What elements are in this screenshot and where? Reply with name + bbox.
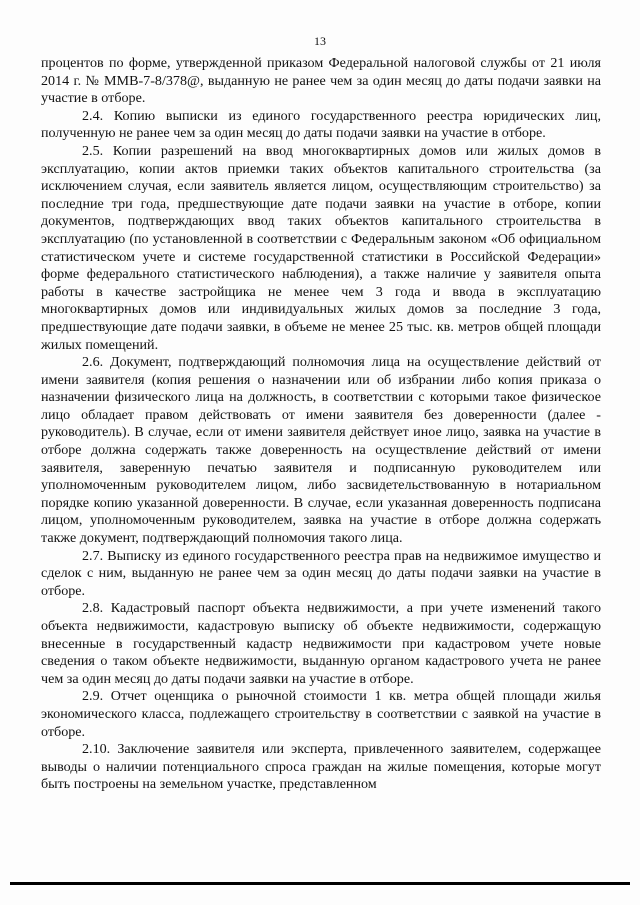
bottom-rule <box>10 882 630 885</box>
paragraph-2-4: 2.4. Копию выписки из единого государственного реестра юридических лиц, полученную не ранее чем за один месяц до даты подачи заявки на участие в отборе. <box>41 107 601 142</box>
paragraph-2-9: 2.9. Отчет оценщика о рыночной стоимости 1 кв. метра общей площади жилья экономического класса, подлежащего строительству в соответствии с заявкой на участие в отборе. <box>41 688 601 740</box>
paragraph-2-6: 2.6. Документ, подтверждающий полномочия лица на осуществление действий от имени заявителя (копия решения о назначении или об избрании либо копия приказа о назначении физического лица на должность, в соответствии с которыми такое физическое лицо обладает правом действовать от имени заявителя без доверенности (далее - руководитель). В случае, если от имени заявителя действует иное лицо, заявка на участие в отборе должна содержать также доверенность на осуществление действий от имени заявителя, заверенную печатью заявителя и подписанную руководителем или уполномоченным руководителем лицом, либо засвидетельствованную в нотариальном порядке копию указанной доверенности. В случае, если указанная доверенность подписана лицом, уполномоченным руководителем, заявка на участие в отборе должна содержать также документ, подтверждающий полномочия такого лица. <box>41 354 601 547</box>
page-number: 13 <box>314 34 326 48</box>
paragraph-2-10: 2.10. Заключение заявителя или эксперта, привлеченного заявителем, содержащее выводы о наличии потенциального спроса граждан на жилые помещения, которые могут быть построены на земельном участке, представленном <box>41 741 601 793</box>
paragraph-2-7: 2.7. Выписку из единого государственного реестра прав на недвижимое имущество и сделок с ним, выданную не ранее чем за один месяц до даты подачи заявки на участие в отборе. <box>41 547 601 599</box>
document-body <box>41 55 601 794</box>
paragraph-continuation: процентов по форме, утвержденной приказом Федеральной налоговой службы от 21 июля 2014 г. № ММВ-7-8/378@, выданную не ранее чем за один месяц до даты подачи заявки на участие в отборе. <box>41 55 601 107</box>
paragraph-2-8: 2.8. Кадастровый паспорт объекта недвижимости, а при учете изменений такого объекта недвижимости, кадастровую выписку об объекте недвижимости, содержащую внесенные в государственный кадастр недвижимости при кадастровом учете новые сведения о таком объекте недвижимости, выданную органом кадастрового учета не ранее чем за один месяц до даты подачи заявки на участие в отборе. <box>41 600 601 687</box>
paragraph-2-5: 2.5. Копии разрешений на ввод многоквартирных домов или жилых домов в эксплуатацию, копии актов приемки таких объектов капитального строительства (за исключением случая, если заявитель является лицом, осуществляющим строительство) за последние три года, предшествующие дате подачи заявки на участие в отборе, копии документов, подтверждающих ввод таких объектов капитального строительства в эксплуатацию (по установленной в соответствии с Федеральным законом «Об официальном статистическом учете и системе государственной статистики в Российской Федерации» форме федерального статистического наблюдения), а также наличие у заявителя опыта работы в качестве застройщика не менее чем 3 года и ввода в эксплуатацию многоквартирных домов или индивидуальных жилых домов за последние 3 года, предшествующие дате подачи заявки, в объеме не менее 25 тыс. кв. метров общей площади жилых помещений. <box>41 142 601 353</box>
